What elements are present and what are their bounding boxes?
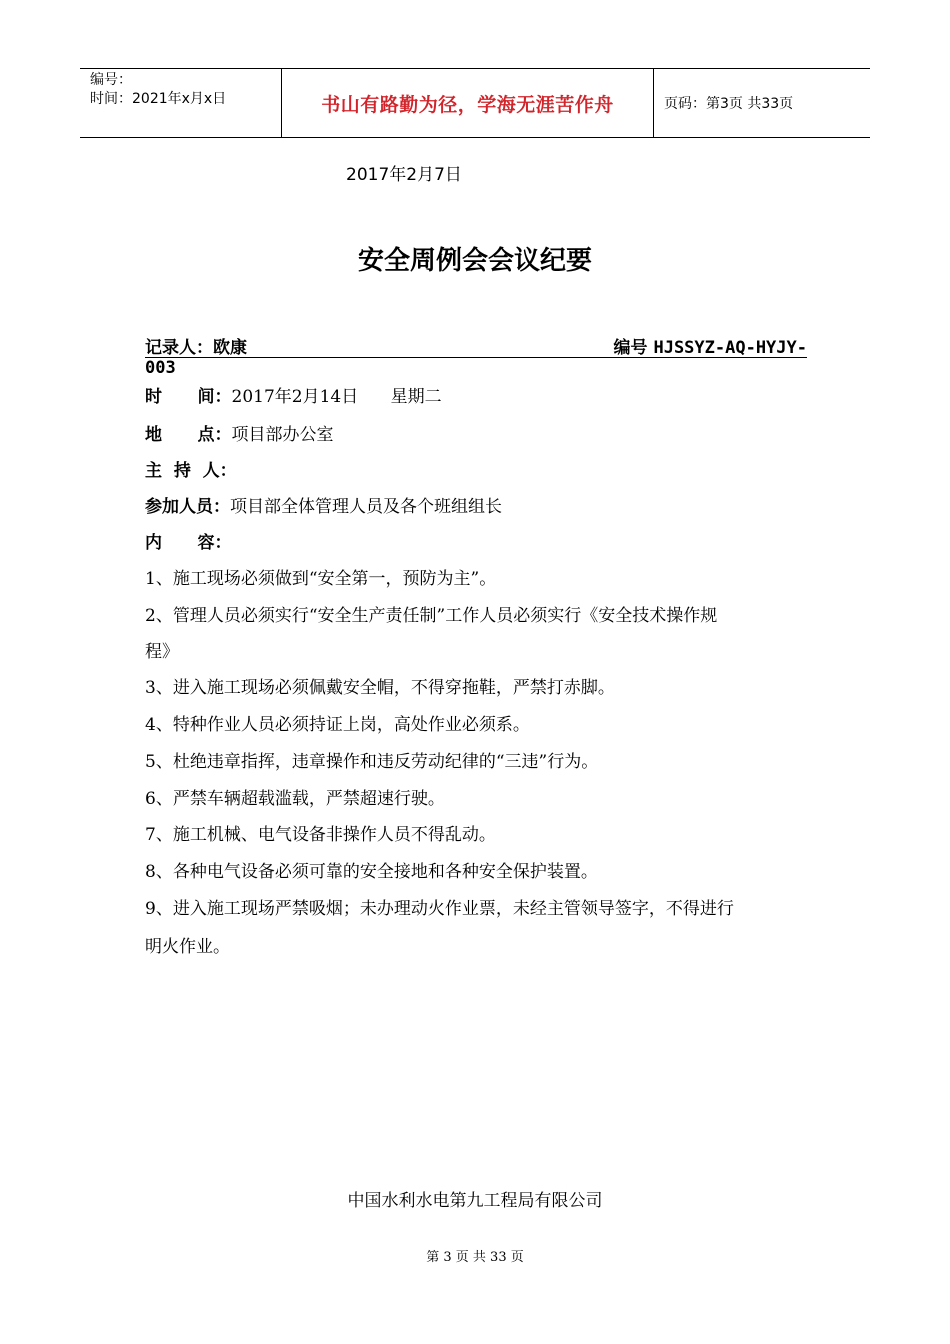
content-item: 7、施工机械、电气设备非操作人员不得乱动。	[145, 825, 496, 845]
page-title: 安全周例会会议纪要	[357, 246, 592, 276]
code-tail: 003	[145, 358, 176, 378]
participants-value: 项目部全体管理人员及各个班组组长	[230, 497, 502, 517]
content-item: 2、管理人员必须实行“安全生产责任制”工作人员必须实行《安全技术操作规	[145, 606, 718, 626]
document-code	[614, 333, 807, 358]
header-left-cell	[80, 69, 282, 137]
page-header	[80, 68, 870, 138]
content-item: 程》	[145, 642, 179, 662]
content-item: 4、特种作业人员必须持证上岗，高处作业必须系。	[145, 715, 530, 735]
recorder-row	[145, 333, 807, 358]
participants-row	[145, 492, 502, 517]
content-item: 8、各种电气设备必须可靠的安全接地和各种安全保护装置。	[145, 862, 598, 882]
content-label: 内 容：	[145, 533, 232, 553]
content-item: 6、严禁车辆超载滥载，严禁超速行驶。	[145, 789, 445, 809]
time-value: 2017年2月14日 星期二	[231, 387, 442, 407]
host-row	[145, 456, 237, 481]
page-code: 页码：第3页 共33页	[664, 96, 794, 112]
time-label: 时间：2021年x月x日	[90, 91, 227, 107]
header-page-cell	[654, 69, 870, 137]
place-value: 项目部办公室	[231, 425, 334, 445]
content-item: 3、进入施工现场必须佩戴安全帽，不得穿拖鞋，严禁打赤脚。	[145, 678, 615, 698]
content-item: 9、进入施工现场严禁吸烟；未办理动火作业票，未经主管领导签字，不得进行	[145, 899, 734, 919]
time-row	[145, 382, 442, 407]
number-label: 编号：	[90, 72, 132, 88]
code-label: 编号	[613, 338, 648, 358]
participants-label: 参加人员：	[145, 497, 230, 517]
motto-text: 书山有路勤为径，学海无涯苦作舟	[321, 93, 614, 116]
content-item: 1、施工现场必须做到“安全第一，预防为主”。	[145, 569, 497, 589]
code-value: HJSSYZ-AQ-HYJY-	[653, 338, 807, 358]
host-label: 主 持 人：	[145, 461, 237, 481]
place-label: 地 点：	[145, 425, 232, 445]
content-item: 5、杜绝违章指挥，违章操作和违反劳动纪律的“三违”行为。	[145, 752, 599, 772]
place-row	[145, 420, 334, 445]
header-motto-cell	[282, 69, 654, 137]
time-label: 时 间：	[145, 387, 232, 407]
document-date: 2017年2月7日	[346, 165, 462, 185]
page-footer: 第 3 页 共 33 页	[426, 1250, 524, 1265]
company-name: 中国水利水电第九工程局有限公司	[347, 1191, 603, 1211]
recorder: 记录人：欧康	[145, 338, 247, 358]
content-item: 明火作业。	[145, 937, 230, 957]
content-row	[145, 528, 232, 553]
